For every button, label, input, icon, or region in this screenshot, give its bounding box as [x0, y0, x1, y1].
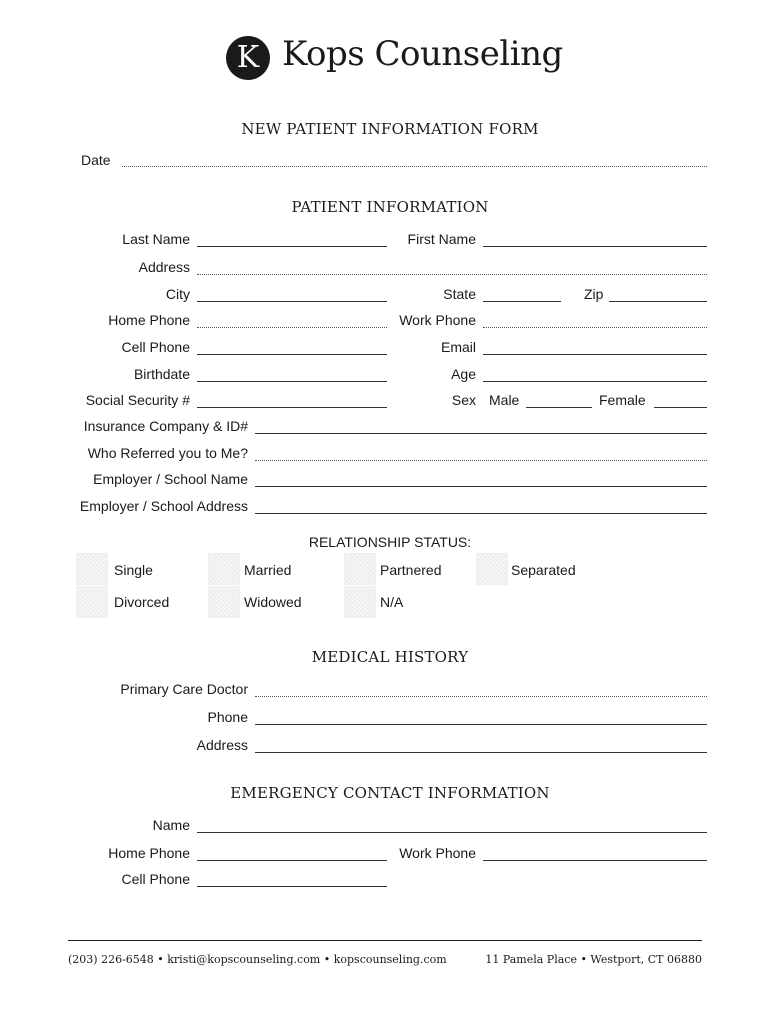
sex-label: Sex	[451, 392, 476, 408]
work-phone-field[interactable]	[483, 327, 707, 328]
age-label: Age	[451, 366, 476, 382]
date-field[interactable]	[122, 166, 707, 167]
divorced-checkbox[interactable]	[76, 586, 108, 618]
na-label: N/A	[380, 594, 404, 610]
email-field[interactable]	[483, 354, 707, 355]
state-field[interactable]	[483, 301, 561, 302]
emergency-name-field[interactable]	[197, 832, 707, 833]
email-label: Email	[440, 339, 476, 355]
partnered-checkbox[interactable]	[344, 553, 376, 585]
medical-address-field[interactable]	[255, 752, 707, 753]
address-field[interactable]	[197, 274, 707, 275]
ssn-label: Social Security #	[85, 392, 190, 408]
widowed-label: Widowed	[244, 594, 302, 610]
emergency-cell-phone-label: Cell Phone	[121, 871, 190, 887]
brand-logo-icon: K	[226, 36, 270, 80]
footer-contact: (203) 226-6548 • kristi@kopscounseling.com • kopscounseling.com	[68, 953, 447, 966]
insurance-field[interactable]	[255, 433, 707, 434]
referred-field[interactable]	[255, 460, 707, 461]
form-title: NEW PATIENT INFORMATION FORM	[241, 120, 539, 138]
insurance-label: Insurance Company & ID#	[83, 418, 248, 434]
state-label: State	[443, 286, 476, 302]
home-phone-label: Home Phone	[108, 312, 190, 328]
partnered-label: Partnered	[380, 562, 442, 578]
emergency-work-phone-field[interactable]	[483, 860, 707, 861]
referred-label: Who Referred you to Me?	[87, 445, 248, 461]
first-name-field[interactable]	[483, 246, 707, 247]
na-checkbox[interactable]	[344, 586, 376, 618]
male-label: Male	[489, 392, 520, 408]
separated-checkbox[interactable]	[476, 553, 508, 585]
emergency-work-phone-label: Work Phone	[399, 845, 476, 861]
footer-address: 11 Pamela Place • Westport, CT 06880	[485, 953, 702, 966]
employer-name-field[interactable]	[255, 486, 707, 487]
zip-label: Zip	[584, 286, 604, 302]
patient-section-title: PATIENT INFORMATION	[291, 198, 489, 216]
female-field[interactable]	[654, 407, 707, 408]
doctor-field[interactable]	[255, 696, 707, 697]
date-label: Date	[81, 152, 111, 168]
widowed-checkbox[interactable]	[208, 586, 240, 618]
last-name-label: Last Name	[122, 231, 190, 247]
address-label: Address	[138, 259, 190, 275]
work-phone-label: Work Phone	[399, 312, 476, 328]
divorced-label: Divorced	[114, 594, 170, 610]
age-field[interactable]	[483, 381, 707, 382]
employer-address-field[interactable]	[255, 513, 707, 514]
emergency-name-label: Name	[152, 817, 190, 833]
employer-address-label: Employer / School Address	[79, 498, 248, 514]
medical-address-label: Address	[196, 737, 248, 753]
medical-phone-label: Phone	[207, 709, 248, 725]
female-label: Female	[599, 392, 646, 408]
city-label: City	[165, 286, 190, 302]
brand-name: Kops Counseling	[282, 34, 563, 74]
cell-phone-label: Cell Phone	[121, 339, 190, 355]
employer-name-label: Employer / School Name	[93, 471, 248, 487]
single-label: Single	[114, 562, 153, 578]
married-label: Married	[244, 562, 292, 578]
separated-label: Separated	[511, 562, 576, 578]
single-checkbox[interactable]	[76, 553, 108, 585]
footer-divider	[68, 940, 702, 941]
medical-section-title: MEDICAL HISTORY	[311, 648, 469, 666]
married-checkbox[interactable]	[208, 553, 240, 585]
emergency-section-title: EMERGENCY CONTACT INFORMATION	[230, 784, 550, 802]
zip-field[interactable]	[609, 301, 707, 302]
emergency-cell-phone-field[interactable]	[197, 886, 387, 887]
doctor-label: Primary Care Doctor	[120, 681, 248, 697]
relationship-title: RELATIONSHIP STATUS:	[308, 534, 472, 550]
emergency-home-phone-label: Home Phone	[108, 845, 190, 861]
first-name-label: First Name	[407, 231, 476, 247]
male-field[interactable]	[526, 407, 592, 408]
birthdate-label: Birthdate	[133, 366, 190, 382]
medical-phone-field[interactable]	[255, 724, 707, 725]
